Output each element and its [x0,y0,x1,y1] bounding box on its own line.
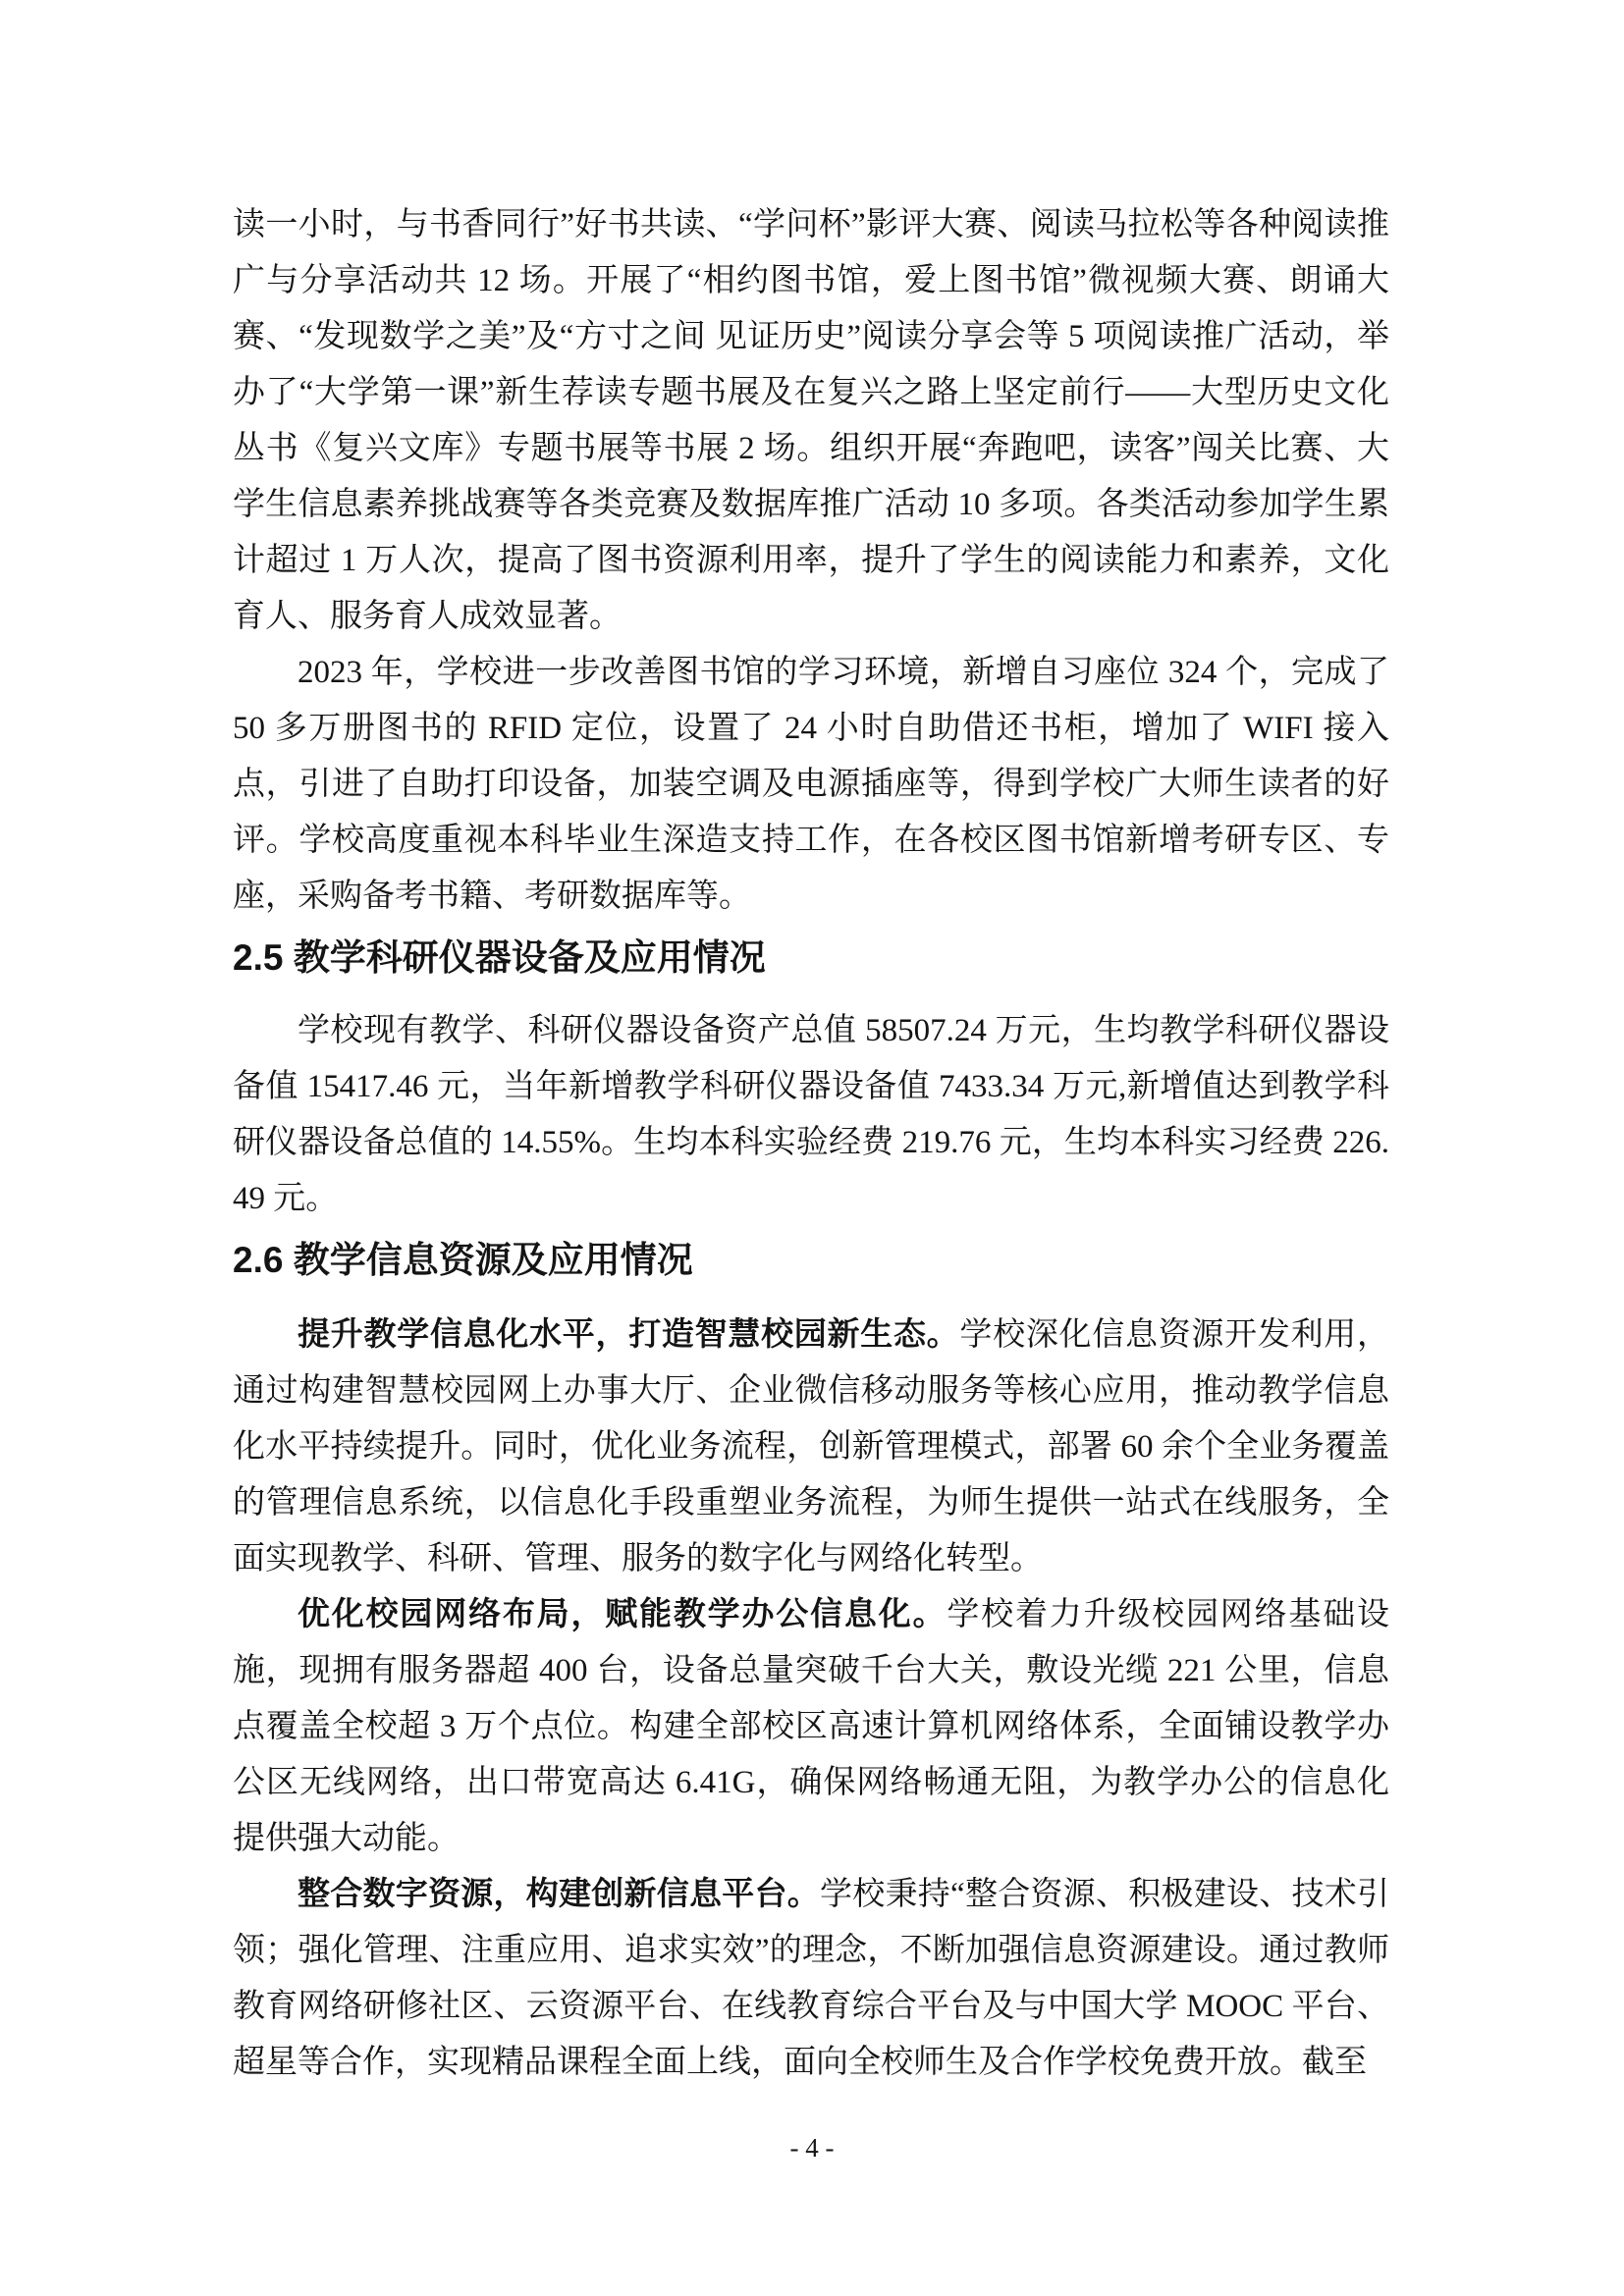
paragraph-informatization [233,1308,1389,1587]
paragraph-equipment-values: 学校现有教学、科研仪器设备资产总值 58507.24 万元，生均教学科研仪器设备值 15417.46 元，当年新增教学科研仪器设备值 7433.34 万元,新增值达到教学科研仪器设备总值的 14.55%。生均本科实验经费 219.76 元，生均本科实习经费 226.49 元。 [233,1013,1389,1216]
paragraph-library-improvements-2023: 2023 年，学校进一步改善图书馆的学习环境，新增自习座位 324 个，完成了 50 多万册图书的 RFID 定位，设置了 24 小时自助借还书柜，增加了 WIFI 接入点，引进了自助打印设备，加装空调及电源插座等，得到学校广大师生读者的好评。学校高度重视本科毕业生深造支持工作，在各校区图书馆新增考研专区、专座，采购备考书籍、考研数据库等。 [233,655,1389,914]
paragraph-campus-network-lead: 优化校园网络布局，赋能教学办公信息化。 [298,1597,947,1632]
paragraph-digital-resources [233,1867,1389,2091]
page-footer [0,2132,1624,2163]
section-heading-2-5: 2.5 教学科研仪器设备及应用情况 [233,937,766,978]
page-number: - 4 - [789,2133,835,2163]
paragraph-campus-network-text: 学校着力升级校园网络基础设施，现拥有服务器超 400 台，设备总量突破千台大关，敷设光缆 221 公里，信息点覆盖全校超 3 万个点位。构建全部校区高速计算机网络体系，全面铺设教学办公区无线网络，出口带宽高达 6.41G，确保网络畅通无阻，为教学办公的信息化提供强大动能。 [233,1597,1390,1856]
paragraph-campus-network [233,1587,1389,1867]
paragraph-informatization-text: 学校深化信息资源开发利用，通过构建智慧校园网上办事大厅、企业微信移动服务等核心应用，推动教学信息化水平持续提升。同时，优化业务流程，创新管理模式，部署 60 余个全业务覆盖的管理信息系统，以信息化手段重塑业务流程，为师生提供一站式在线服务，全面实现教学、科研、管理、服务的数字化与网络化转型。 [233,1317,1389,1576]
paragraph-digital-resources-lead: 整合数字资源，构建创新信息平台。 [298,1877,821,1912]
section-heading-2-6: 2.6 教学信息资源及应用情况 [233,1240,693,1280]
paragraph-informatization-lead: 提升教学信息化水平，打造智慧校园新生态。 [298,1317,960,1353]
paragraph-reading-activities: 读一小时，与书香同行”好书共读、“学问杯”影评大赛、阅读马拉松等各种阅读推广与分享活动共 12 场。开展了“相约图书馆，爱上图书馆”微视频大赛、朗诵大赛、“发现数学之美”及“方寸之间 见证历史”阅读分享会等 5 项阅读推广活动，举办了“大学第一课”新生荐读专题书展及在复兴之路上坚定前行——大型历史文化丛书《复兴文库》专题书展等书展 2 场。组织开展“奔跑吧，读客”闯关比赛、大学生信息素养挑战赛等各类竞赛及数据库推广活动 10 多项。各类活动参加学生累计超过 1 万人次，提高了图书资源利用率，提升了学生的阅读能力和素养，文化育人、服务育人成效显著。 [233,207,1389,634]
page-content [233,197,1389,2091]
paragraph-digital-resources-text: 学校秉持“整合资源、积极建设、技术引领；强化管理、注重应用、追求实效”的理念，不断加强信息资源建设。通过教师教育网络研修社区、云资源平台、在线教育综合平台及与中国大学 MOOC 平台、超星等合作，实现精品课程全面上线，面向全校师生及合作学校免费开放。截至 [233,1877,1389,2080]
